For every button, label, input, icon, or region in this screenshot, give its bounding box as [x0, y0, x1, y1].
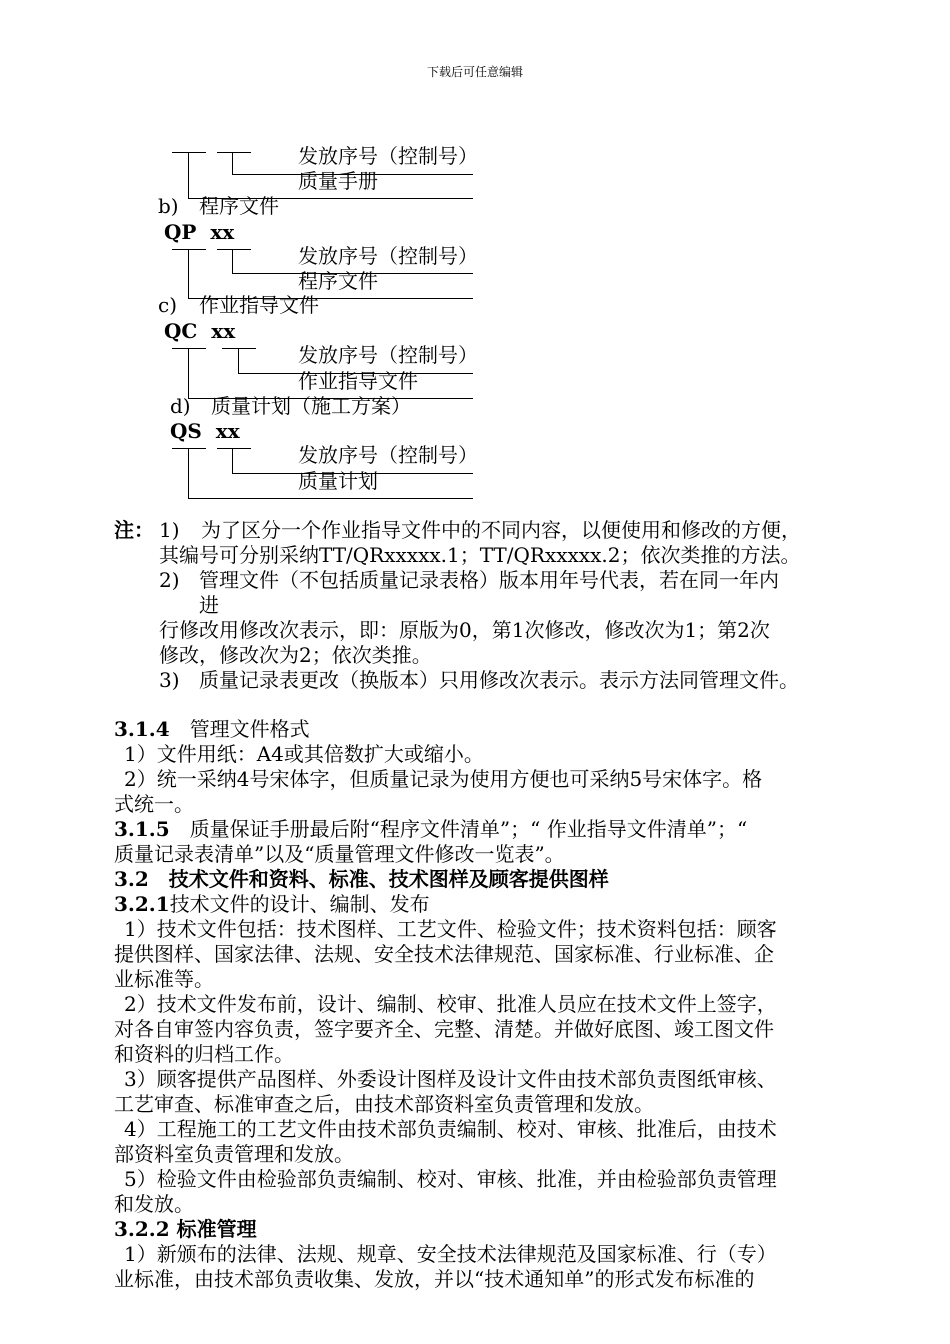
section-heading-3-2: 3.2 技术文件和资料、标准、技术图样及顾客提供图样 — [114, 867, 609, 891]
paragraph: 质量记录表清单”以及“质量管理文件修改一览表”。 — [114, 842, 565, 866]
note-text: 管理文件（不包括质量记录表格）版本用年号代表，若在同一年内 — [199, 568, 779, 592]
doc-code: QC xx — [164, 319, 236, 343]
control-number-label: 发放序号（控制号） — [298, 244, 478, 268]
diagram-bracket — [232, 448, 233, 473]
note-number: 1) — [159, 518, 180, 542]
paragraph: 提供图样、国家法律、法规、安全技术法律规范、国家标准、行业标准、企 — [114, 942, 774, 966]
item-prefix: b) — [158, 194, 179, 218]
paragraph: 2）统一采纳4号宋体字，但质量记录为使用方便也可采纳5号宋体字。格 — [124, 767, 763, 791]
diagram-underline — [188, 498, 473, 499]
item-title: 作业指导文件 — [199, 293, 319, 317]
item-title: 质量计划（施工方案） — [211, 394, 411, 418]
note-text: 行修改用修改次表示，即：原版为0，第1次修改，修改次为1；第2次 — [159, 618, 770, 642]
notes-label: 注： — [114, 518, 154, 542]
doc-type-label: 质量手册 — [298, 169, 378, 193]
note-number: 3) — [159, 668, 180, 692]
paragraph: 5）检验文件由检验部负责编制、校对、审核、批准，并由检验部负责管理 — [124, 1167, 777, 1191]
paragraph: 业标准，由技术部负责收集、发放，并以“技术通知单”的形式发布标准的 — [114, 1267, 755, 1291]
control-number-label: 发放序号（控制号） — [298, 144, 478, 168]
diagram-tick — [217, 152, 251, 153]
diagram-tick — [217, 249, 251, 250]
diagram-bracket — [188, 249, 189, 298]
paragraph: 工艺审查、标准审查之后，由技术部资料室负责管理和发放。 — [114, 1092, 654, 1116]
doc-type-label: 质量计划 — [298, 469, 378, 493]
doc-type-label: 程序文件 — [298, 269, 378, 293]
control-number-label: 发放序号（控制号） — [298, 343, 478, 367]
diagram-bracket — [188, 348, 189, 398]
diagram-tick — [172, 348, 206, 349]
diagram-tick — [222, 348, 256, 349]
control-number-label: 发放序号（控制号） — [298, 443, 478, 467]
section-heading-3-2-1: 3.2.1技术文件的设计、编制、发布 — [114, 892, 430, 916]
section-heading-3-1-4: 3.1.4 管理文件格式 — [114, 717, 310, 741]
section-heading-3-2-2: 3.2.2 标准管理 — [114, 1217, 257, 1241]
note-text: 为了区分一个作业指导文件中的不同内容，以便使用和修改的方便， — [201, 518, 801, 542]
paragraph: 2）技术文件发布前，设计、编制、校审、批准人员应在技术文件上签字， — [124, 992, 777, 1016]
paragraph: 1）文件用纸：A4或其倍数扩大或缩小。 — [124, 742, 484, 766]
body-sections — [114, 717, 864, 1292]
item-title: 程序文件 — [199, 194, 279, 218]
paragraph: 3）顾客提供产品图样、外委设计图样及设计文件由技术部负责图纸审核、 — [124, 1067, 777, 1091]
paragraph: 4）工程施工的工艺文件由技术部负责编制、校对、审核、批准后，由技术 — [124, 1117, 777, 1141]
paragraph: 部资料室负责管理和发放。 — [114, 1142, 354, 1166]
item-prefix: d) — [170, 394, 191, 418]
diagram-tick — [172, 448, 206, 449]
doc-type-label: 作业指导文件 — [298, 369, 418, 393]
paragraph: 1）新颁布的法律、法规、规章、安全技术法律规范及国家标准、行（专） — [124, 1242, 777, 1266]
diagram-tick — [217, 448, 251, 449]
paragraph: 和发放。 — [114, 1192, 194, 1216]
paragraph: 和资料的归档工作。 — [114, 1042, 294, 1066]
page-header: 下载后可任意编辑 — [426, 65, 523, 79]
diagram-bracket — [238, 348, 239, 373]
diagram-bracket — [232, 249, 233, 273]
paragraph: 对各自审签内容负责，签字要齐全、完整、清楚。并做好底图、竣工图文件 — [114, 1017, 774, 1041]
note-number: 2) — [159, 568, 180, 592]
note-text: 修改，修改次为2；依次类推。 — [159, 643, 432, 667]
note-text: 进 — [199, 593, 219, 617]
diagram-tick — [172, 152, 206, 153]
doc-code: QS xx — [170, 419, 240, 443]
diagram-bracket — [232, 152, 233, 174]
item-prefix: c) — [158, 293, 178, 317]
note-text: 质量记录表更改（换版本）只用修改次表示。表示方法同管理文件。 — [199, 668, 799, 692]
paragraph: 1）技术文件包括：技术图样、工艺文件、检验文件；技术资料包括：顾客 — [124, 917, 777, 941]
paragraph: 式统一。 — [114, 792, 194, 816]
paragraph: 业标准等。 — [114, 967, 214, 991]
diagram-bracket — [188, 448, 189, 498]
note-text: 其编号可分别采纳TT/QRxxxxx.1；TT/QRxxxxx.2；依次类推的方法。 — [159, 543, 801, 567]
diagram-bracket — [188, 152, 189, 198]
diagram-tick — [172, 249, 206, 250]
section-heading-3-1-5: 3.1.5 质量保证手册最后附“程序文件清单”；“ 作业指导文件清单”；“ — [114, 817, 748, 841]
doc-code: QP xx — [164, 220, 235, 244]
